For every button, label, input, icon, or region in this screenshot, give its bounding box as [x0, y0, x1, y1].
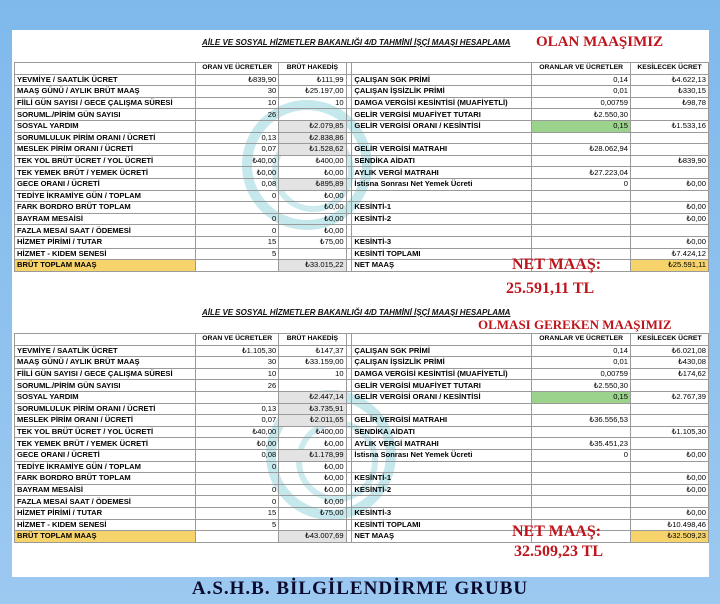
header-oranlar: ORANLAR VE ÜCRETLER: [532, 334, 631, 346]
row-deduction-label: GELİR VERGİSİ MATRAHI: [352, 415, 532, 427]
row-deduction-amount: ₺6.021,08: [630, 345, 708, 357]
header-blank: [352, 334, 532, 346]
row-gross-value: ₺2.011,65: [279, 415, 346, 427]
row-gross-value: 10: [279, 97, 346, 109]
row-label: TEK YOL BRÜT ÜCRET / YOL ÜCRETİ: [15, 426, 196, 438]
row-deduction-amount: ₺1.105,30: [630, 426, 708, 438]
row-rate-value: [196, 531, 279, 543]
row-deduction-rate: 0,14: [532, 74, 631, 86]
row-deduction-rate: 0: [532, 178, 631, 190]
table-header-row: [15, 334, 709, 346]
row-gross-value: ₺2.447,14: [279, 391, 346, 403]
row-label: GECE ORANI / ÜCRETİ: [15, 178, 196, 190]
row-rate-value: 30: [196, 357, 279, 369]
row-deduction-label: NET MAAŞ: [352, 260, 532, 272]
table-row: [15, 190, 709, 202]
row-label: FİİLİ GÜN SAYISI / GECE ÇALIŞMA SÜRESİ: [15, 97, 196, 109]
table-row: [15, 426, 709, 438]
row-rate-value: 0: [196, 213, 279, 225]
header-kesilecek: KESİLECEK ÜCRET: [630, 334, 708, 346]
row-rate-value: 0: [196, 190, 279, 202]
row-deduction-rate: ₺2.550,30: [532, 109, 631, 121]
row-deduction-amount: [630, 190, 708, 202]
table-row: [15, 86, 709, 98]
table-row: [15, 225, 709, 237]
table-row: [15, 260, 709, 272]
table-row: [15, 155, 709, 167]
row-deduction-label: [352, 132, 532, 144]
row-deduction-amount: ₺7.424,12: [630, 248, 708, 260]
table-row: [15, 368, 709, 380]
table-row: [15, 144, 709, 156]
table-row: [15, 473, 709, 485]
table-row: [15, 97, 709, 109]
row-deduction-rate: ₺28.062,94: [532, 144, 631, 156]
row-deduction-rate: 0,01: [532, 357, 631, 369]
table-row: [15, 178, 709, 190]
row-rate-value: 30: [196, 86, 279, 98]
row-gross-value: ₺0,00: [279, 202, 346, 214]
salary-table: [14, 62, 709, 272]
row-rate-value: 0: [196, 461, 279, 473]
row-gross-value: ₺1.528,62: [279, 144, 346, 156]
row-deduction-label: GELİR VERGİSİ ORANI / KESİNTİSİ: [352, 391, 532, 403]
row-deduction-label: KESİNTİ-1: [352, 473, 532, 485]
row-rate-value: 0: [196, 496, 279, 508]
row-label: SOSYAL YARDIM: [15, 391, 196, 403]
salary-document: [12, 30, 709, 577]
row-gross-value: ₺895,89: [279, 178, 346, 190]
row-gross-value: ₺0,00: [279, 496, 346, 508]
row-label: MESLEK PİRİM ORANI / ÜCRETİ: [15, 144, 196, 156]
header-oran: ORAN VE ÜCRETLER: [196, 63, 279, 75]
table-row: [15, 496, 709, 508]
row-gross-value: [279, 380, 346, 392]
row-deduction-amount: ₺1.533,16: [630, 120, 708, 132]
row-rate-value: ₺40,00: [196, 426, 279, 438]
row-rate-value: [196, 391, 279, 403]
row-deduction-label: [352, 496, 532, 508]
row-deduction-rate: [532, 225, 631, 237]
row-label: BRÜT TOPLAM MAAŞ: [15, 531, 196, 543]
row-deduction-amount: ₺430,08: [630, 357, 708, 369]
row-rate-value: 0: [196, 484, 279, 496]
table-row: [15, 380, 709, 392]
row-deduction-rate: [532, 132, 631, 144]
header-blank: [15, 334, 196, 346]
row-gross-value: [279, 248, 346, 260]
row-label: MAAŞ GÜNÜ / AYLIK BRÜT MAAŞ: [15, 357, 196, 369]
row-deduction-label: ÇALIŞAN SGK PRİMİ: [352, 74, 532, 86]
row-deduction-amount: [630, 225, 708, 237]
row-deduction-label: KESİNTİ-1: [352, 202, 532, 214]
row-label: HİZMET PİRİMİ / TUTAR: [15, 236, 196, 248]
row-deduction-amount: [630, 403, 708, 415]
row-deduction-rate: [532, 461, 631, 473]
row-deduction-amount: ₺25.591,11: [630, 260, 708, 272]
row-deduction-amount: ₺330,15: [630, 86, 708, 98]
row-label: HİZMET PİRİMİ / TUTAR: [15, 507, 196, 519]
row-deduction-rate: 0,15: [532, 120, 631, 132]
table-row: [15, 120, 709, 132]
table-row: [15, 213, 709, 225]
table-row: [15, 357, 709, 369]
table-row: [15, 345, 709, 357]
table-row: [15, 167, 709, 179]
net-salary-label: NET MAAŞ:: [512, 523, 602, 540]
footer-title: A.S.H.B. BİLGİLENDİRME GRUBU: [191, 578, 529, 599]
header-blank: [15, 63, 196, 75]
row-label: YEVMİYE / SAATLİK ÜCRET: [15, 345, 196, 357]
table-row: [15, 507, 709, 519]
row-deduction-amount: ₺2.767,39: [630, 391, 708, 403]
table-row: [15, 461, 709, 473]
row-rate-value: ₺1.105,30: [196, 345, 279, 357]
row-label: SORUML./PİRİM GÜN SAYISI: [15, 380, 196, 392]
row-gross-value: ₺0,00: [279, 484, 346, 496]
row-deduction-amount: [630, 144, 708, 156]
row-label: SOSYAL YARDIM: [15, 120, 196, 132]
header-brut: BRÜT HAKEDİŞ: [279, 334, 346, 346]
row-rate-value: 0,13: [196, 132, 279, 144]
row-deduction-label: KESİNTİ-3: [352, 236, 532, 248]
row-deduction-amount: ₺174,62: [630, 368, 708, 380]
row-gross-value: ₺0,00: [279, 167, 346, 179]
row-gross-value: 10: [279, 368, 346, 380]
sheet-title-row: [12, 300, 709, 332]
row-deduction-rate: 0,14: [532, 345, 631, 357]
row-deduction-label: ÇALIŞAN SGK PRİMİ: [352, 345, 532, 357]
row-rate-value: 0,08: [196, 449, 279, 461]
row-gross-value: ₺33.015,22: [279, 260, 346, 272]
row-deduction-rate: [532, 213, 631, 225]
table-row: [15, 484, 709, 496]
row-deduction-rate: [532, 403, 631, 415]
row-label: BAYRAM MESAİSİ: [15, 484, 196, 496]
table-header-row: [15, 63, 709, 75]
row-rate-value: ₺0,00: [196, 438, 279, 450]
row-deduction-amount: [630, 109, 708, 121]
table-row: [15, 519, 709, 531]
row-deduction-label: AYLIK VERGİ MATRAHI: [352, 438, 532, 450]
row-rate-value: 5: [196, 519, 279, 531]
row-deduction-label: DAMGA VERGİSİ KESİNTİSİ (MUAFİYETLİ): [352, 368, 532, 380]
row-label: HİZMET - KIDEM SENESİ: [15, 248, 196, 260]
row-deduction-rate: [532, 496, 631, 508]
net-salary-label: NET MAAŞ:: [512, 256, 602, 273]
header-kesilecek: KESİLECEK ÜCRET: [630, 63, 708, 75]
row-deduction-rate: [532, 190, 631, 202]
row-deduction-rate: [532, 473, 631, 485]
row-label: TEK YEMEK BRÜT / YEMEK ÜCRETİ: [15, 438, 196, 450]
table-row: [15, 109, 709, 121]
row-gross-value: ₺3.735,91: [279, 403, 346, 415]
table-row: [15, 236, 709, 248]
row-rate-value: 5: [196, 248, 279, 260]
row-deduction-amount: [630, 380, 708, 392]
row-gross-value: ₺0,00: [279, 473, 346, 485]
row-rate-value: 10: [196, 368, 279, 380]
row-label: TEK YOL BRÜT ÜCRET / YOL ÜCRETİ: [15, 155, 196, 167]
row-label: FARK BORDRO BRÜT TOPLAM: [15, 473, 196, 485]
row-deduction-label: İstisna Sonrası Net Yemek Ücreti: [352, 178, 532, 190]
row-deduction-label: [352, 403, 532, 415]
row-rate-value: 15: [196, 507, 279, 519]
row-deduction-amount: ₺4.622,13: [630, 74, 708, 86]
row-deduction-amount: ₺839,90: [630, 155, 708, 167]
row-label: SORUMLULUK PİRİM ORANI / ÜCRETİ: [15, 403, 196, 415]
row-deduction-amount: ₺0,00: [630, 484, 708, 496]
sheet-title-row: [12, 30, 709, 52]
row-deduction-amount: ₺98,78: [630, 97, 708, 109]
row-deduction-label: [352, 461, 532, 473]
row-rate-value: [196, 473, 279, 485]
row-deduction-amount: [630, 132, 708, 144]
row-gross-value: ₺0,00: [279, 190, 346, 202]
row-deduction-label: NET MAAŞ: [352, 531, 532, 543]
row-rate-value: 0,08: [196, 178, 279, 190]
table-row: [15, 449, 709, 461]
row-label: FİİLİ GÜN SAYISI / GECE ÇALIŞMA SÜRESİ: [15, 368, 196, 380]
row-deduction-rate: [532, 426, 631, 438]
row-deduction-label: DAMGA VERGİSİ KESİNTİSİ (MUAFİYETLİ): [352, 97, 532, 109]
row-deduction-label: KESİNTİ TOPLAMI: [352, 519, 532, 531]
row-deduction-rate: 0: [532, 449, 631, 461]
row-rate-value: [196, 202, 279, 214]
row-deduction-label: GELİR VERGİSİ MUAFİYET TUTARI: [352, 380, 532, 392]
salary-table: [14, 333, 709, 543]
row-label: GECE ORANI / ÜCRETİ: [15, 449, 196, 461]
row-deduction-rate: 0,01: [532, 86, 631, 98]
row-label: BAYRAM MESAİSİ: [15, 213, 196, 225]
row-deduction-label: [352, 190, 532, 202]
row-rate-value: ₺0,00: [196, 167, 279, 179]
row-label: MESLEK PİRİM ORANI / ÜCRETİ: [15, 415, 196, 427]
row-rate-value: 26: [196, 380, 279, 392]
row-gross-value: ₺33.159,00: [279, 357, 346, 369]
row-deduction-label: ÇALIŞAN İŞSİZLİK PRİMİ: [352, 86, 532, 98]
row-rate-value: 15: [196, 236, 279, 248]
row-deduction-amount: ₺0,00: [630, 213, 708, 225]
row-deduction-label: KESİNTİ-2: [352, 484, 532, 496]
row-deduction-amount: ₺32.509,23: [630, 531, 708, 543]
row-label: TEDİYE İKRAMİYE GÜN / TOPLAM: [15, 190, 196, 202]
row-deduction-rate: ₺2.550,30: [532, 380, 631, 392]
row-gross-value: ₺0,00: [279, 213, 346, 225]
table-row: [15, 391, 709, 403]
row-gross-value: [279, 519, 346, 531]
row-gross-value: ₺0,00: [279, 438, 346, 450]
header-brut: BRÜT HAKEDİŞ: [279, 63, 346, 75]
row-rate-value: 0,07: [196, 415, 279, 427]
row-deduction-label: ÇALIŞAN İŞSİZLİK PRİMİ: [352, 357, 532, 369]
row-gross-value: ₺2.079,85: [279, 120, 346, 132]
row-deduction-rate: [532, 202, 631, 214]
row-gross-value: ₺111,99: [279, 74, 346, 86]
table-row: [15, 74, 709, 86]
row-deduction-amount: [630, 167, 708, 179]
row-gross-value: ₺1.178,99: [279, 449, 346, 461]
row-deduction-label: SENDİKA AİDATI: [352, 155, 532, 167]
row-deduction-label: KESİNTİ TOPLAMI: [352, 248, 532, 260]
row-label: FAZLA MESAİ SAAT / ÖDEMESİ: [15, 225, 196, 237]
row-gross-value: ₺0,00: [279, 461, 346, 473]
table-row: [15, 531, 709, 543]
row-label: FARK BORDRO BRÜT TOPLAM: [15, 202, 196, 214]
row-deduction-label: GELİR VERGİSİ MATRAHI: [352, 144, 532, 156]
row-deduction-amount: ₺0,00: [630, 202, 708, 214]
row-gross-value: ₺0,00: [279, 225, 346, 237]
sheet-title: AİLE VE SOSYAL HİZMETLER BAKANLIĞI 4/D TAHMİNİ İŞÇİ MAAŞI HESAPLAMA: [202, 308, 511, 317]
row-deduction-rate: 0,00759: [532, 368, 631, 380]
row-deduction-amount: ₺0,00: [630, 449, 708, 461]
row-deduction-amount: [630, 461, 708, 473]
header-oran: ORAN VE ÜCRETLER: [196, 334, 279, 346]
row-deduction-label: İstisna Sonrası Net Yemek Ücreti: [352, 449, 532, 461]
row-gross-value: [279, 109, 346, 121]
table-row: [15, 248, 709, 260]
row-label: FAZLA MESAİ SAAT / ÖDEMESİ: [15, 496, 196, 508]
row-gross-value: ₺147,37: [279, 345, 346, 357]
row-deduction-rate: [532, 484, 631, 496]
row-deduction-amount: ₺0,00: [630, 236, 708, 248]
row-deduction-amount: ₺0,00: [630, 507, 708, 519]
table-row: [15, 438, 709, 450]
row-gross-value: ₺75,00: [279, 236, 346, 248]
row-deduction-amount: ₺0,00: [630, 473, 708, 485]
row-deduction-rate: [532, 507, 631, 519]
row-label: SORUMLULUK PİRİM ORANI / ÜCRETİ: [15, 132, 196, 144]
row-rate-value: 0,13: [196, 403, 279, 415]
row-deduction-amount: ₺0,00: [630, 178, 708, 190]
sheet-title: AİLE VE SOSYAL HİZMETLER BAKANLIĞI 4/D TAHMİNİ İŞÇİ MAAŞI HESAPLAMA: [202, 38, 511, 47]
row-rate-value: 26: [196, 109, 279, 121]
row-gross-value: ₺75,00: [279, 507, 346, 519]
table-row: [15, 202, 709, 214]
table-row: [15, 132, 709, 144]
row-label: YEVMİYE / SAATLİK ÜCRET: [15, 74, 196, 86]
row-deduction-amount: [630, 438, 708, 450]
net-salary-value: 32.509,23 TL: [514, 543, 604, 560]
row-gross-value: ₺400,00: [279, 426, 346, 438]
row-label: TEK YEMEK BRÜT / YEMEK ÜCRETİ: [15, 167, 196, 179]
row-label: MAAŞ GÜNÜ / AYLIK BRÜT MAAŞ: [15, 86, 196, 98]
row-deduction-rate: [532, 236, 631, 248]
row-label: TEDİYE İKRAMİYE GÜN / TOPLAM: [15, 461, 196, 473]
row-rate-value: [196, 120, 279, 132]
sheet-heading: OLAN MAAŞIMIZ: [536, 34, 664, 50]
row-deduction-label: GELİR VERGİSİ ORANI / KESİNTİSİ: [352, 120, 532, 132]
row-gross-value: ₺25.197,00: [279, 86, 346, 98]
row-gross-value: ₺2.838,86: [279, 132, 346, 144]
row-rate-value: 0,07: [196, 144, 279, 156]
row-deduction-label: [352, 225, 532, 237]
row-deduction-rate: ₺35.451,23: [532, 438, 631, 450]
row-deduction-rate: ₺36.556,53: [532, 415, 631, 427]
row-deduction-rate: [532, 155, 631, 167]
row-deduction-amount: [630, 415, 708, 427]
row-deduction-label: SENDİKA AİDATI: [352, 426, 532, 438]
row-deduction-rate: 0,00759: [532, 97, 631, 109]
row-rate-value: ₺839,90: [196, 74, 279, 86]
row-rate-value: 10: [196, 97, 279, 109]
header-blank: [352, 63, 532, 75]
header-oranlar: ORANLAR VE ÜCRETLER: [532, 63, 631, 75]
table-row: [15, 403, 709, 415]
row-rate-value: [196, 260, 279, 272]
row-label: SORUML./PİRİM GÜN SAYISI: [15, 109, 196, 121]
row-deduction-amount: [630, 496, 708, 508]
net-salary-value: 25.591,11 TL: [506, 280, 595, 297]
table-row: [15, 415, 709, 427]
row-gross-value: ₺43.007,69: [279, 531, 346, 543]
row-deduction-label: AYLIK VERGİ MATRAHI: [352, 167, 532, 179]
row-deduction-label: KESİNTİ-3: [352, 507, 532, 519]
row-gross-value: ₺400,00: [279, 155, 346, 167]
row-rate-value: ₺40,00: [196, 155, 279, 167]
row-deduction-rate: ₺27.223,04: [532, 167, 631, 179]
row-rate-value: 0: [196, 225, 279, 237]
row-deduction-rate: 0,15: [532, 391, 631, 403]
row-label: HİZMET - KIDEM SENESİ: [15, 519, 196, 531]
row-label: BRÜT TOPLAM MAAŞ: [15, 260, 196, 272]
row-deduction-label: GELİR VERGİSİ MUAFİYET TUTARI: [352, 109, 532, 121]
row-deduction-label: KESİNTİ-2: [352, 213, 532, 225]
row-deduction-amount: ₺10.498,46: [630, 519, 708, 531]
sheet-heading: OLMASI GEREKEN MAAŞIMIZ: [478, 317, 672, 332]
